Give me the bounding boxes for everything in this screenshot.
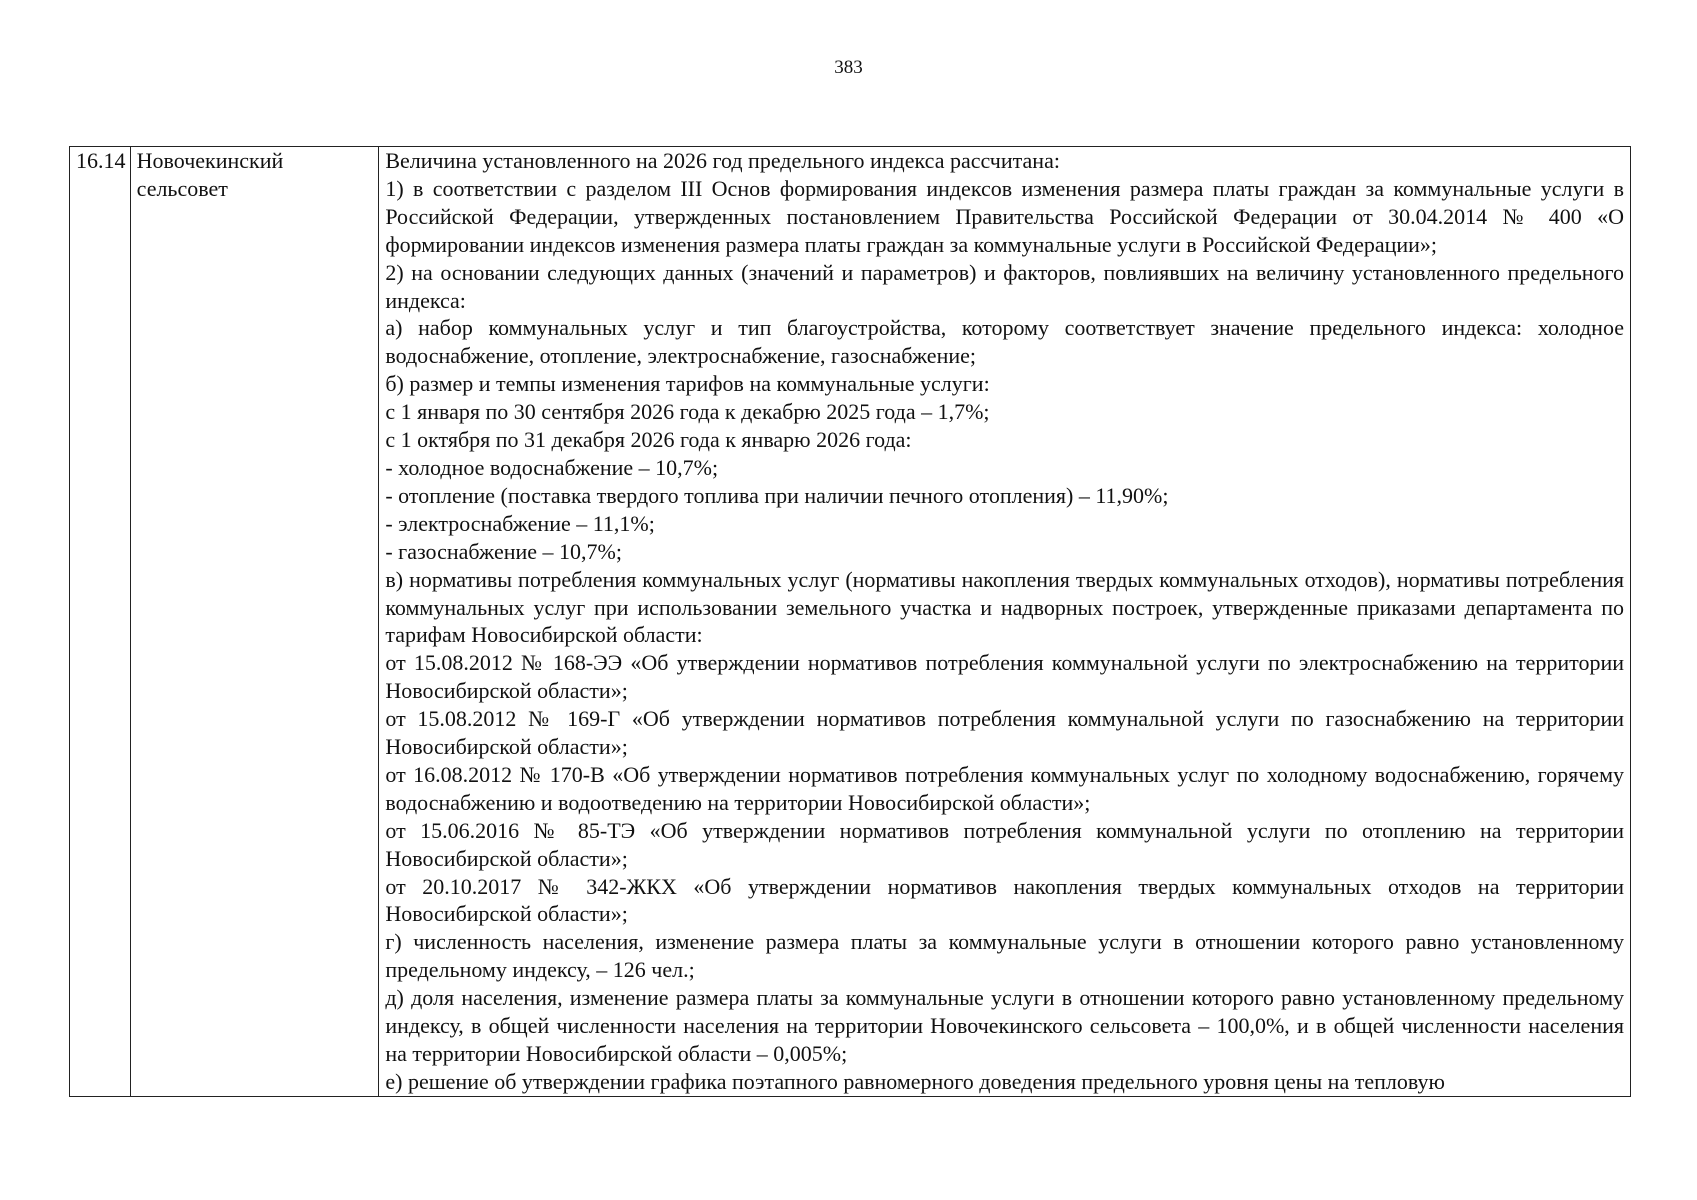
text-paragraph: 1) в соответствии с разделом III Основ формирования индексов изменения размера платы граждан за коммунальные услуги в Российской Федерации, утвержденных постановлением Правительства Российской Федерации от 30.04.2014 № 400 «О формировании индексов изменения размера платы граждан за коммунальные услуги в Российской Федерации»; — [385, 175, 1624, 257]
text-paragraph: - газоснабжение – 10,7%; — [385, 538, 622, 564]
text-paragraph: с 1 октября по 31 декабря 2026 года к январю 2026 года: — [385, 427, 912, 453]
municipality-name-line: сельсовет — [136, 175, 228, 201]
row-number-cell: 16.14 — [70, 147, 131, 1097]
text-paragraph: от 15.08.2012 № 169-Г «Об утверждении нормативов потребления коммунальной услуги по газоснабжению на территории Новосибирской области»; — [385, 706, 1624, 760]
text-paragraph: 2) на основании следующих данных (значений и параметров) и факторов, повлиявших на величину установленного предельного индекса: — [385, 259, 1624, 313]
text-paragraph: - отопление (поставка твердого топлива при наличии печного отопления) – 11,90%; — [385, 482, 1169, 508]
text-paragraph: е) решение об утверждении графика поэтапного равномерного доведения предельного уровня цены на тепловую — [385, 1068, 1445, 1094]
text-paragraph: с 1 января по 30 сентября 2026 года к декабрю 2025 года – 1,7%; — [385, 399, 990, 425]
text-paragraph: в) нормативы потребления коммунальных услуг (нормативы накопления твердых коммунальных отходов), нормативы потребления коммунальных услуг при использовании земельного участка и надворных построек, утвержденные приказами департамента по тарифам Новосибирской области: — [385, 566, 1624, 648]
index-table — [69, 146, 1631, 1097]
text-paragraph: а) набор коммунальных услуг и тип благоустройства, которому соответствует значение предельного индекса: холодное водоснабжение, отопление, электроснабжение, газоснабжение; — [385, 315, 1624, 369]
municipality-name-cell — [130, 147, 379, 1097]
page-number: 383 — [834, 57, 863, 78]
text-paragraph: от 15.06.2016 № 85-ТЭ «Об утверждении нормативов потребления коммунальной услуги по отоплению на территории Новосибирской области»; — [385, 817, 1624, 871]
justification-text-cell — [379, 147, 1631, 1097]
text-paragraph: от 16.08.2012 № 170-В «Об утверждении нормативов потребления коммунальных услуг по холодному водоснабжению, горячему водоснабжению и водоотведению на территории Новосибирской области»; — [385, 761, 1624, 815]
text-paragraph: - холодное водоснабжение – 10,7%; — [385, 454, 719, 480]
text-paragraph: б) размер и темпы изменения тарифов на коммунальные услуги: — [385, 371, 990, 397]
text-paragraph: д) доля населения, изменение размера платы за коммунальные услуги в отношении которого равно установленному предельному индексу, в общей численности населения на территории Новочекинского сельсовета – 100,0%, и в общей численности населения на территории Новосибирской области – 0,005%; — [385, 985, 1624, 1066]
text-paragraph: г) численность населения, изменение размера платы за коммунальные услуги в отношении которого равно установленному предельному индексу, – 126 чел.; — [385, 929, 1624, 983]
text-paragraph: Величина установленного на 2026 год предельного индекса рассчитана: — [385, 148, 1060, 173]
text-paragraph: - электроснабжение – 11,1%; — [385, 510, 655, 536]
table-row — [70, 147, 1631, 1097]
municipality-name-line: Новочекинский — [136, 148, 284, 173]
text-paragraph: от 15.08.2012 № 168-ЭЭ «Об утверждении нормативов потребления коммунальной услуги по электроснабжению на территории Новосибирской области»; — [385, 650, 1624, 704]
text-paragraph: от 20.10.2017 № 342-ЖКХ «Об утверждении нормативов накопления твердых коммунальных отходов на территории Новосибирской области»; — [385, 873, 1624, 927]
